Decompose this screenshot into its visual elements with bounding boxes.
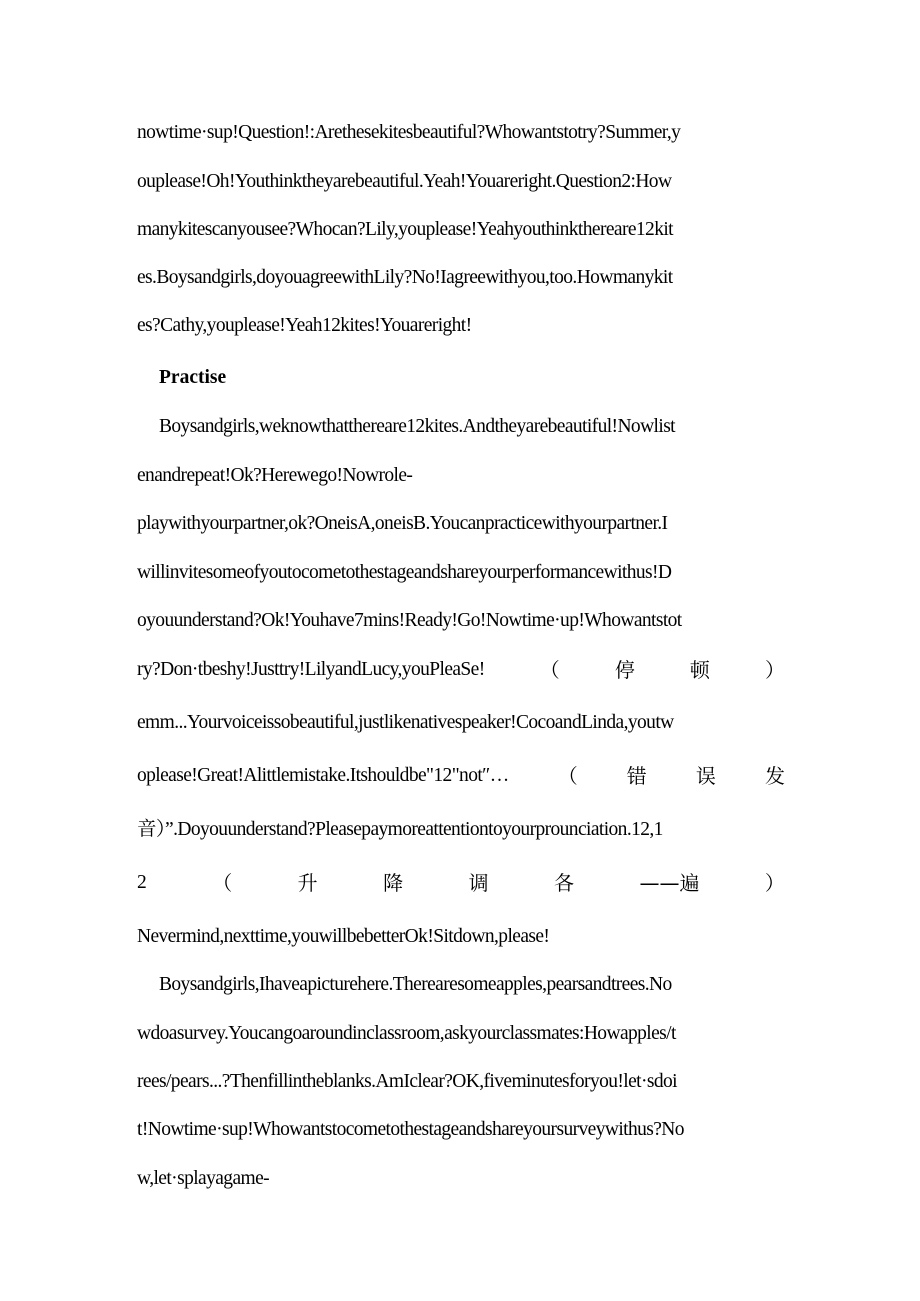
paragraph-line-spread <box>137 871 785 895</box>
paragraph-line: w,let·splayagame- <box>137 1168 270 1189</box>
annotation-char: 误 <box>695 764 716 788</box>
paragraph-line: rees/pears...?Thenfillintheblanks.AmIclear?OK,fiveminutesforyou!let·sdoi <box>137 1071 677 1092</box>
bracket-open: （ <box>539 658 560 682</box>
paragraph-line: t!Nowtime·sup!Whowantstocometothestageandshareyoursurveywithus?No <box>137 1119 684 1140</box>
annotation-char: ——遍 <box>639 871 700 895</box>
paragraph-line: es.Boysandgirls,doyouagreewithLily?No!Iagreewithyou,too.Howmanykit <box>137 267 673 288</box>
annotation-char: 降 <box>383 871 404 895</box>
paragraph-line-spread <box>137 764 785 788</box>
annotation-char: 各 <box>554 871 575 895</box>
paragraph-line: Nevermind,nexttime,youwillbebetterOk!Sitdown,please! <box>137 926 550 947</box>
paragraph-line: playwithyourpartner,ok?OneisA,oneisB.Youcanpracticewithyourpartner.I <box>137 513 668 534</box>
line-text: oplease!Great!Alittlemistake.Itshouldbe"12"not″… <box>137 765 509 786</box>
paragraph-line: Boysandgirls,Ihaveapicturehere.Therearesomeapples,pearsandtrees.No <box>159 974 672 995</box>
paragraph-line: ouplease!Oh!Youthinktheyarebeautiful.Yeah!Youareright.Question2:How <box>137 171 672 192</box>
paragraph-line: manykitescanyousee?Whocan?Lily,youplease!Yeahyouthinkthereare12kit <box>137 219 673 240</box>
paragraph-line: nowtime·sup!Question!:Arethesekitesbeautiful?Whowantstotry?Summer,y <box>137 122 681 143</box>
annotation-char: 停 <box>614 658 635 682</box>
bracket-close: ） <box>764 871 785 895</box>
paragraph-line: wdoasurvey.Youcangoaroundinclassroom,askyourclassmates:Howapples/t <box>137 1023 676 1044</box>
line-text: ry?Don·tbeshy!Justtry!LilyandLucy,youPleaSe! <box>137 659 485 680</box>
paragraph-line: Boysandgirls,weknowthatthereare12kites.Andtheyarebeautiful!Nowlist <box>159 416 675 437</box>
annotation-char: 调 <box>468 871 489 895</box>
bracket-open: （ <box>557 764 578 788</box>
paragraph-line: emm...Yourvoiceissobeautiful,justlikenativespeaker!CocoandLinda,youtw <box>137 712 674 733</box>
annotation-char: 错 <box>626 764 647 788</box>
paragraph-line: oyouunderstand?Ok!Youhave7mins!Ready!Go!Nowtime·up!Whowantstot <box>137 610 682 631</box>
annotation-char: 顿 <box>689 658 710 682</box>
paragraph-line-spread <box>137 658 785 682</box>
annotation-char: 发 <box>764 764 785 788</box>
annotation-char: 升 <box>297 871 318 895</box>
paragraph-line: es?Cathy,youplease!Yeah12kites!Youareright! <box>137 315 472 336</box>
bracket-close: ） <box>765 658 785 682</box>
line-text: 2 <box>137 872 147 893</box>
paragraph-line: willinvitesomeofyoutocometothestageandshareyourperformancewithus!D <box>137 562 672 583</box>
paragraph-line: 音）”.Doyouunderstand?Pleasepaymoreattentiontoyourprounciation.12,1 <box>137 819 663 840</box>
bracket-open: （ <box>212 871 233 895</box>
section-heading-practise: Practise <box>159 367 227 388</box>
paragraph-line: enandrepeat!Ok?Herewego!Nowrole- <box>137 465 413 486</box>
